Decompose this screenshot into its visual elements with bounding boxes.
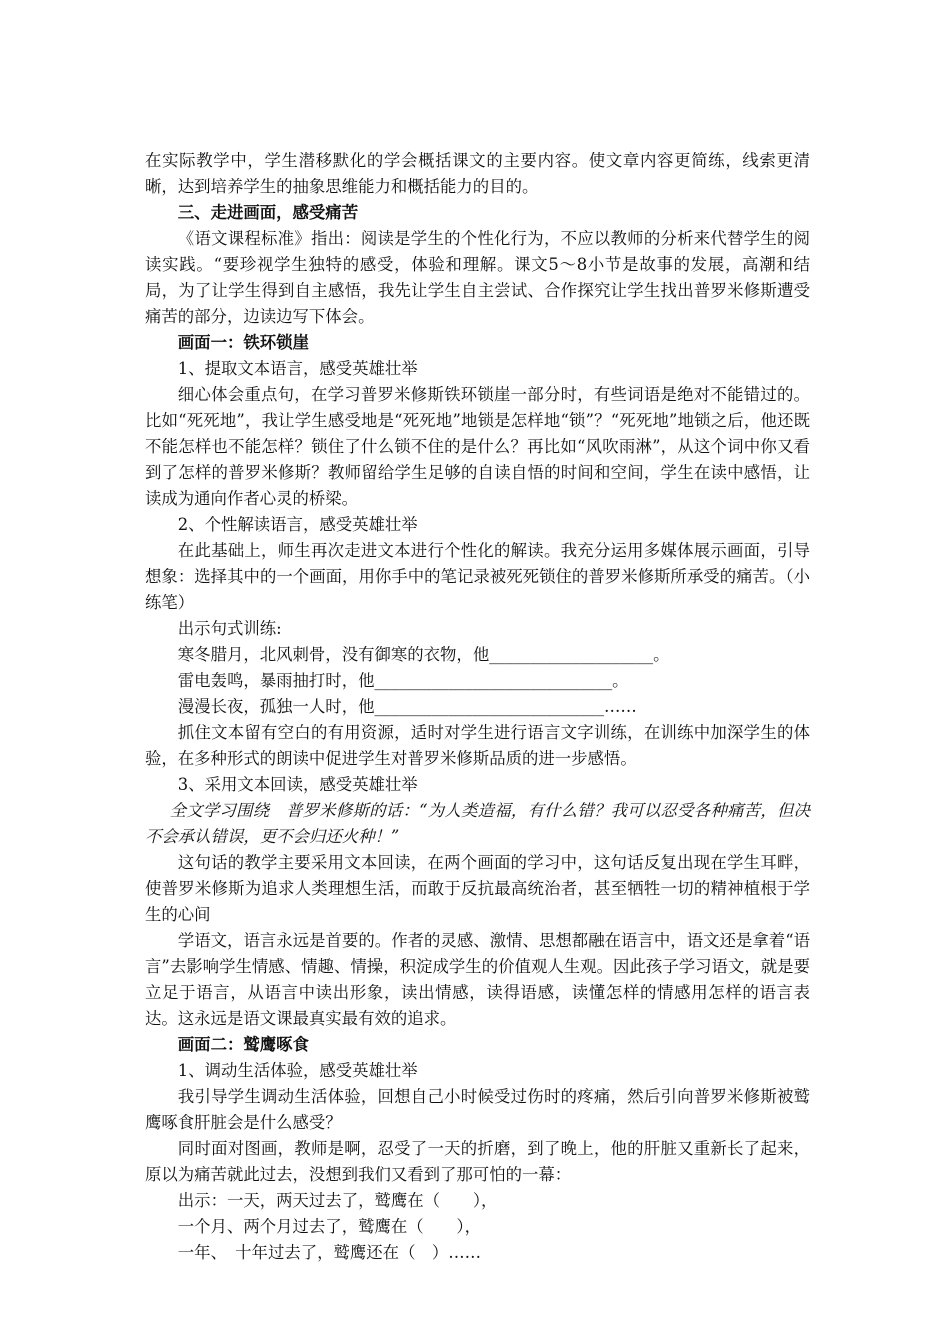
paragraph-curriculum: 《语文课程标准》指出：阅读是学生的个性化行为，不应以教师的分析来代替学生的阅读实践。“要珍视学生独特的感受，体验和理解。课文5～8小节是故事的发展，高潮和结局，为了让学生得到自主感悟，我先让学生自主尝试、合作探究让学生找出普罗米修斯遭受痛苦的部分，边读边写下体会。 [145, 229, 810, 326]
paragraph-reread: 这句话的教学主要采用文本回读，在两个画面的学习中，这句话反复出现在学生耳畔，使普罗米修斯为追求人类理想生活，而敢于反抗最高统治者，甚至牺牲一切的精神植根于学生的心间 [145, 853, 810, 924]
paragraph-intro: 在实际教学中，学生潜移默化的学会概括课文的主要内容。使文章内容更简练，线索更清晰，达到培养学生的抽象思维能力和概括能力的目的。 [145, 151, 810, 196]
exercise2-line-1: 出示：一天，两天过去了，鹫鹰在（ ）， [177, 1191, 498, 1210]
quote-prometheus: 全文学习围绕 普罗米修斯的话：“为人类造福，有什么错？我可以忍受各种痛苦，但决不会承认错误，更不会归还火种！” [145, 801, 810, 846]
exercise-line-1: 寒冬腊月，北风刺骨，没有御寒的衣物，他____________________。 [177, 645, 670, 664]
subheading-1-3: 3、采用文本回读，感受英雄壮举 [177, 775, 418, 794]
section-heading-3: 三、走进画面，感受痛苦 [177, 203, 359, 222]
exercise2-line-3: 一年、 十年过去了，鹫鹰还在（ ）…… [177, 1243, 482, 1262]
paragraph-personal-reading: 在此基础上，师生再次走进文本进行个性化的解读。我充分运用多媒体展示画面，引导想象：选择其中的一个画面，用你手中的笔记录被死死锁住的普罗米修斯所承受的痛苦。（小练笔） [145, 541, 810, 612]
subheading-1-2: 2、个性解读语言，感受英雄壮举 [177, 515, 418, 534]
scene-heading-2: 画面二：鹫鹰啄食 [177, 1035, 309, 1054]
paragraph-picture: 同时面对图画，教师是啊，忍受了一天的折磨，到了晚上，他的肝脏又重新长了起来，原以为痛苦就此过去，没想到我们又看到了那可怕的一幕： [145, 1139, 810, 1184]
exercise-line-2: 雷电轰鸣，暴雨抽打时，他_____________________________。 [177, 671, 629, 690]
paragraph-life-experience: 我引导学生调动生活体验，回想自己小时候受过伤时的疼痛，然后引向普罗米修斯被鹫鹰啄食肝脏会是什么感受？ [145, 1087, 810, 1132]
exercise-line-3: 漫漫长夜，孤独一人时，他____________________________…… [177, 697, 637, 716]
paragraph-key-sentences: 细心体会重点句，在学习普罗米修斯铁环锁崖一部分时，有些词语是绝对不能错过的。比如“死死地”，我让学生感受地是“死死地”地锁是怎样地“锁”？“死死地”地锁之后，他还既不能怎样也不能怎样？锁住了什么锁不住的是什么？再比如“风吹雨淋”，从这个词中你又看到了怎样的普罗米修斯？教师留给学生足够的自读自悟的时间和空间，学生在读中感悟，让读成为通向作者心灵的桥梁。 [145, 385, 810, 508]
exercise-intro: 出示句式训练: [177, 619, 282, 638]
exercise2-line-2: 一个月、两个月过去了，鹫鹰在（ ）， [177, 1217, 482, 1236]
scene-heading-1: 画面一：铁环锁崖 [177, 333, 309, 352]
subheading-1-1: 1、提取文本语言，感受英雄壮举 [177, 359, 418, 378]
paragraph-blank-resources: 抓住文本留有空白的有用资源，适时对学生进行语言文字训练，在训练中加深学生的体验，在多种形式的朗读中促进学生对普罗米修斯品质的进一步感悟。 [145, 723, 810, 768]
document-page [145, 148, 810, 1266]
subheading-2-1: 1、调动生活体验，感受英雄壮举 [177, 1061, 418, 1080]
paragraph-language: 学语文，语言永远是首要的。作者的灵感、激情、思想都融在语言中，语文还是拿着“语言”去影响学生情感、情趣、情操，积淀成学生的价值观人生观。因此孩子学习语文，就是要立足于语言，从语言中读出形象，读出情感，读得语感，读懂怎样的情感用怎样的语言表达。这永远是语文课最真实最有效的追求。 [145, 931, 810, 1028]
